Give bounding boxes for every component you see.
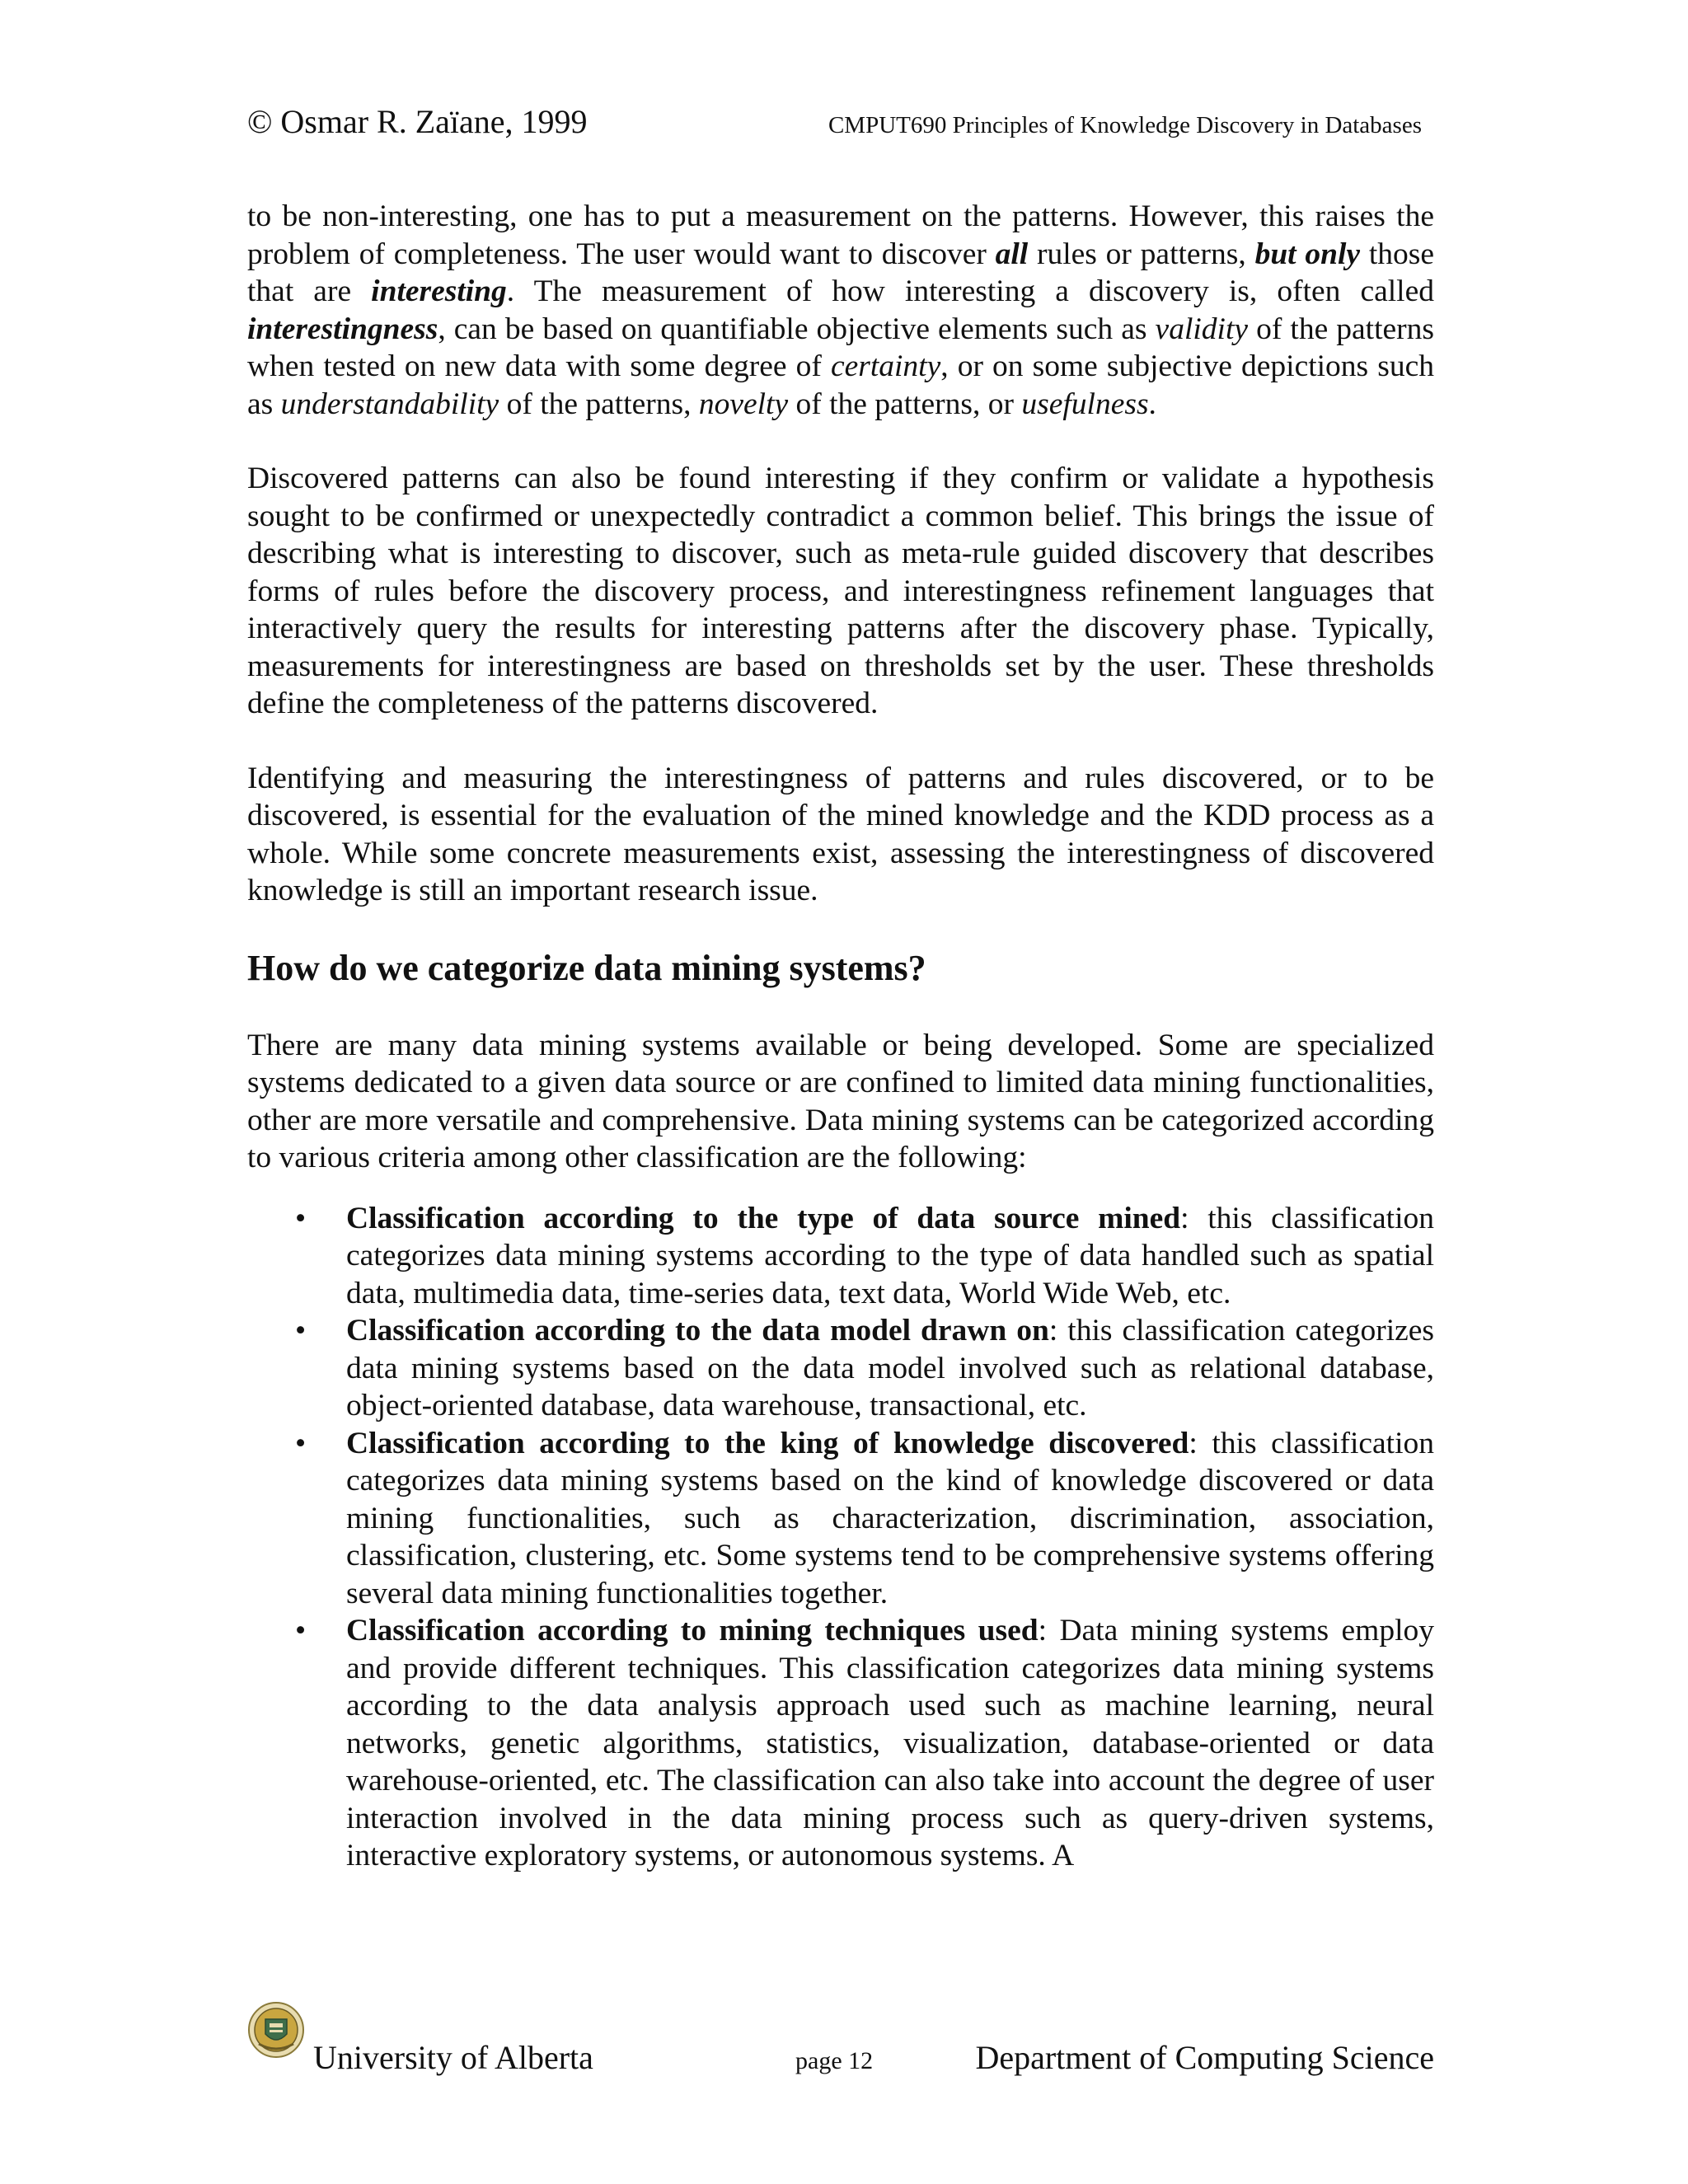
list-item-text: : this classification categorizes data mining systems according to the type of data handled such as spatial data, multimedia data, time-series data, text data, World Wide Web, etc. xyxy=(346,1201,1434,1310)
bullet-icon: • xyxy=(295,1314,307,1347)
paragraph-interestingness: to be non-interesting, one has to put a measurement on the patterns. However, this raises the problem of completeness. The user would want to discover all rules or patterns, but only those that are interesting. The measurement of how interesting a discovery is, often called interestingness, can be based on quantifiable objective elements such as validity of the patterns when tested on new data with some degree of certainty, or on some subjective depictions such as understandability of the patterns, novelty of the patterns, or usefulness. xyxy=(247,199,1434,421)
list-item-text: : this classification categorizes data mining systems based on the kind of knowledge discovered or data mining functionalities, such as characterization, discrimination, association, classification, clustering, etc. Some systems tend to be comprehensive systems offering several data mining functionalities together. xyxy=(346,1426,1434,1610)
page-footer xyxy=(247,1994,1434,2085)
paragraph-discovered-patterns: Discovered patterns can also be found interesting if they confirm or validate a hypothesis sought to be confirmed or unexpectedly contradict a common belief. This brings the issue of describing what is interesting to discover, such as meta-rule guided discovery that describes forms of rules before the discovery process, and interestingness refinement languages that interactively query the results for interesting patterns after the discovery phase. Typically, measurements for interestingness are based on thresholds set by the user. These thresholds define the completeness of the patterns discovered. xyxy=(247,462,1434,720)
bullet-icon: • xyxy=(295,1614,307,1647)
university-name: University of Alberta xyxy=(313,2039,593,2076)
emphasis-novelty: novelty xyxy=(698,387,789,421)
page-header xyxy=(247,97,1422,147)
emphasis-interesting: interesting xyxy=(371,274,507,308)
emphasis-usefulness: usefulness xyxy=(1021,387,1149,421)
university-seal-icon xyxy=(247,2001,305,2059)
list-item-title: Classification according to mining techniques used xyxy=(346,1614,1039,1647)
classification-list xyxy=(247,1200,1434,1875)
list-item-title: Classification according to the king of knowledge discovered xyxy=(346,1426,1189,1460)
emphasis-all: all xyxy=(995,237,1029,271)
section-heading: How do we categorize data mining systems? xyxy=(247,947,926,988)
list-item-text: : Data mining systems employ and provide different techniques. This classification categorizes data mining systems according to the data analysis approach used such as machine learning, neural networks, genetic algorithms, statistics, visualization, database-oriented or data warehouse-oriented, etc. The classification can also take into account the degree of user interaction involved in the data mining process such as query-driven systems, interactive exploratory systems, or autonomous systems. A xyxy=(346,1614,1435,1872)
copyright-notice: © Osmar R. Zaïane, 1999 xyxy=(247,103,588,140)
course-title: CMPUT690 Principles of Knowledge Discovery in Databases xyxy=(828,112,1422,138)
emphasis-understandability: understandability xyxy=(280,387,499,421)
list-item-title: Classification according to the type of data source mined xyxy=(346,1201,1181,1235)
department-name: Department of Computing Science xyxy=(975,2039,1434,2076)
paragraph-identifying: Identifying and measuring the interestingness of patterns and rules discovered, or to be discovered, is essential for the evaluation of the mined knowledge and the KDD process as a whole. While some concrete measurements exist, assessing the interestingness of discovered knowledge is still an important research issue. xyxy=(247,761,1434,907)
bullet-icon: • xyxy=(295,1201,307,1235)
list-item-title: Classification according to the data model drawn on xyxy=(346,1314,1049,1347)
emphasis-certainty: certainty xyxy=(830,349,941,383)
emphasis-validity: validity xyxy=(1155,312,1249,346)
list-item xyxy=(247,1200,1434,1313)
page-content xyxy=(247,198,1434,1875)
list-item xyxy=(247,1425,1434,1613)
list-item-text: : this classification categorizes data mining systems based on the data model involved such as relational database, object-oriented database, data warehouse, transactional, etc. xyxy=(346,1314,1434,1422)
emphasis-interestingness: interestingness xyxy=(247,312,438,346)
paragraph-systems-intro: There are many data mining systems available or being developed. Some are specialized systems dedicated to a given data source or are confined to limited data mining functionalities, other are more versatile and comprehensive. Data mining systems can be categorized according to various criteria among other classification are the following: xyxy=(247,1028,1434,1174)
page-number: page 12 xyxy=(795,2047,874,2074)
list-item xyxy=(247,1312,1434,1425)
emphasis-but-only: but only xyxy=(1254,237,1361,271)
list-item xyxy=(247,1612,1434,1875)
bullet-icon: • xyxy=(295,1426,307,1460)
